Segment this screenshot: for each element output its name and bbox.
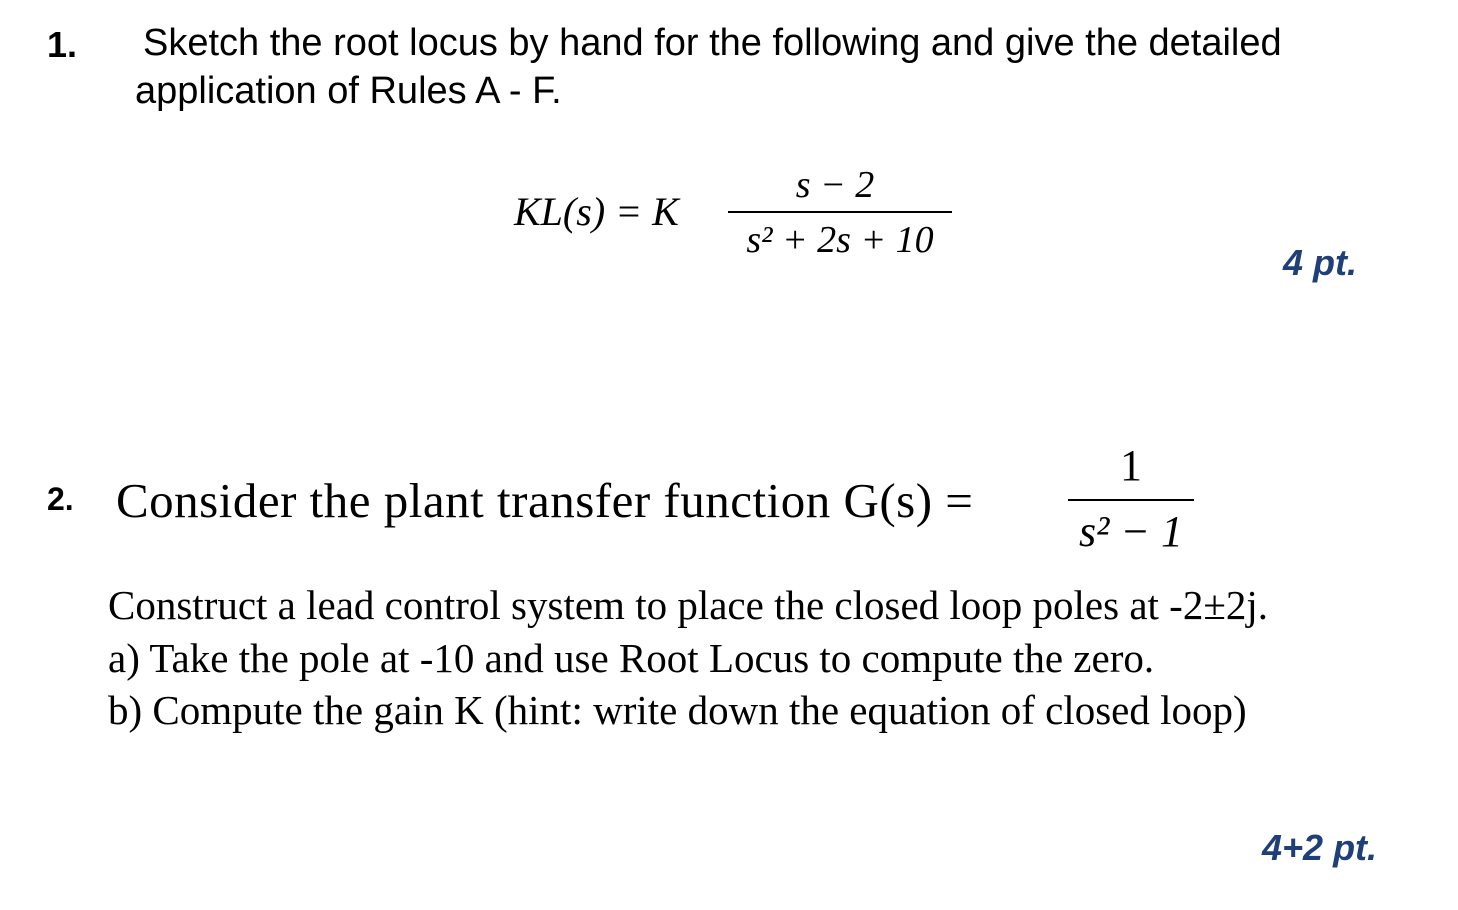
problem-2-number: 2. <box>47 481 74 517</box>
problem-2-part-b: b) Compute the gain K (hint: write down the equation of closed loop) <box>108 687 1247 733</box>
problem-1-text-line-1: Sketch the root locus by hand for the following and give the detailed <box>143 22 1282 64</box>
problem-1-text-line-2: application of Rules A - F. <box>135 70 562 112</box>
problem-2-text-line-1: Construct a lead control system to place the closed loop poles at -2±2j. <box>108 582 1268 628</box>
problem-2-points: 4+2 pt. <box>1262 827 1378 868</box>
problem-2-part-a: a) Take the pole at -10 and use Root Locus to compute the zero. <box>108 635 1155 681</box>
problem-2-intro: Consider the plant transfer function G(s) = <box>116 473 974 528</box>
problem-1-points: 4 pt. <box>1283 242 1358 283</box>
equation-2-denominator: s² − 1 <box>1078 507 1183 556</box>
equation-2-numerator: 1 <box>1120 441 1142 490</box>
problem-1-number: 1. <box>47 24 78 65</box>
equation-1-numerator: s − 2 <box>795 164 875 206</box>
equation-1-fraction-bar <box>728 211 952 213</box>
equation-2-fraction-bar <box>1068 499 1194 501</box>
equation-1-lhs: KL(s) = K <box>514 189 679 234</box>
equation-1-denominator: s² + 2s + 10 <box>746 219 934 261</box>
